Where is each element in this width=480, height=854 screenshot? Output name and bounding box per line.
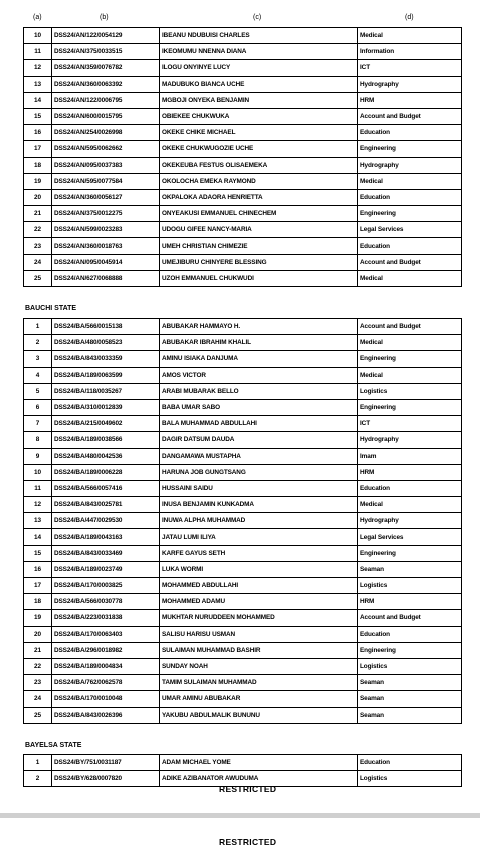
service-number-cell: DSS24/BA/189/0038566 — [52, 432, 160, 448]
department-cell: Engineering — [358, 351, 462, 367]
table-row — [24, 28, 462, 44]
state-heading-bauchi: BAUCHI STATE — [25, 305, 77, 312]
service-number-cell: DSS24/AN/095/0037383 — [52, 157, 160, 173]
service-number-cell: DSS24/AN/122/0054129 — [52, 28, 160, 44]
service-number-cell: DSS24/BA/843/0033359 — [52, 351, 160, 367]
full-name-cell: ADAM MICHAEL YOME — [160, 755, 358, 771]
department-cell: Legal Services — [358, 222, 462, 238]
full-name-cell: DAGIR DATSUM DAUDA — [160, 432, 358, 448]
full-name-cell: ONYEAKUSI EMMANUEL CHINECHEM — [160, 206, 358, 222]
page-divider — [0, 813, 480, 818]
service-number-cell: DSS24/BA/480/0058523 — [52, 335, 160, 351]
serial-number-cell: 9 — [24, 448, 52, 464]
service-number-cell: DSS24/AN/254/0026998 — [52, 125, 160, 141]
department-cell: Imam — [358, 448, 462, 464]
department-cell: Education — [358, 480, 462, 496]
service-number-cell: DSS24/BA/189/0023749 — [52, 561, 160, 577]
service-number-cell: DSS24/AN/600/0015795 — [52, 108, 160, 124]
full-name-cell: UMAR AMINU ABUBAKAR — [160, 691, 358, 707]
department-cell: Hydrography — [358, 432, 462, 448]
department-cell: Account and Budget — [358, 610, 462, 626]
table-row — [24, 319, 462, 335]
table-row — [24, 432, 462, 448]
service-number-cell: DSS24/BA/170/0063403 — [52, 626, 160, 642]
service-number-cell: DSS24/BA/170/0010048 — [52, 691, 160, 707]
full-name-cell: DANGAMAWA MUSTAPHA — [160, 448, 358, 464]
table-row — [24, 464, 462, 480]
full-name-cell: SUNDAY NOAH — [160, 658, 358, 674]
department-cell: Medical — [358, 28, 462, 44]
department-cell: HRM — [358, 464, 462, 480]
department-cell: Medical — [358, 335, 462, 351]
state-heading-bayelsa: BAYELSA STATE — [25, 742, 82, 749]
department-cell: Account and Budget — [358, 254, 462, 270]
full-name-cell: MGBOJI ONYEKA BENJAMIN — [160, 92, 358, 108]
department-cell: Legal Services — [358, 529, 462, 545]
service-number-cell: DSS24/BA/843/0025781 — [52, 497, 160, 513]
department-cell: Logistics — [358, 771, 462, 787]
full-name-cell: ABUBAKAR HAMMAYO H. — [160, 319, 358, 335]
department-cell: Hydrography — [358, 157, 462, 173]
full-name-cell: MOHAMMED ABDULLAHI — [160, 578, 358, 594]
table-row — [24, 335, 462, 351]
full-name-cell: KARFE GAYUS SETH — [160, 545, 358, 561]
full-name-cell: LUKA WORMI — [160, 561, 358, 577]
serial-number-cell: 4 — [24, 367, 52, 383]
serial-number-cell: 7 — [24, 416, 52, 432]
column-headers — [0, 14, 480, 26]
department-cell: ICT — [358, 416, 462, 432]
service-number-cell: DSS24/BA/189/0006228 — [52, 464, 160, 480]
serial-number-cell: 16 — [24, 561, 52, 577]
service-number-cell: DSS24/AN/599/0023283 — [52, 222, 160, 238]
serial-number-cell: 15 — [24, 545, 52, 561]
full-name-cell: OKPALOKA ADAORA HENRIETTA — [160, 189, 358, 205]
serial-number-cell: 1 — [24, 755, 52, 771]
service-number-cell: DSS24/BA/480/0042536 — [52, 448, 160, 464]
serial-number-cell: 22 — [24, 222, 52, 238]
service-number-cell: DSS24/AN/627/0068888 — [52, 270, 160, 286]
department-cell: Account and Budget — [358, 108, 462, 124]
service-number-cell: DSS24/AN/122/0006795 — [52, 92, 160, 108]
service-number-cell: DSS24/BA/843/0033469 — [52, 545, 160, 561]
full-name-cell: UMEH CHRISTIAN CHIMEZIE — [160, 238, 358, 254]
service-number-cell: DSS24/BA/310/0012839 — [52, 399, 160, 415]
table-row — [24, 60, 462, 76]
full-name-cell: IBEANU NDUBUISI CHARLES — [160, 28, 358, 44]
department-cell: Logistics — [358, 578, 462, 594]
full-name-cell: OKEKE CHUKWUGOZIE UCHE — [160, 141, 358, 157]
full-name-cell: HARUNA JOB GUNGTSANG — [160, 464, 358, 480]
full-name-cell: MADUBUKO BIANCA UCHE — [160, 76, 358, 92]
serial-number-cell: 25 — [24, 270, 52, 286]
full-name-cell: INUSA BENJAMIN KUNKADMA — [160, 497, 358, 513]
full-name-cell: OBIEKEE CHUKWUKA — [160, 108, 358, 124]
service-number-cell: DSS24/AN/095/0045914 — [52, 254, 160, 270]
serial-number-cell: 17 — [24, 578, 52, 594]
service-number-cell: DSS24/BA/118/0035267 — [52, 383, 160, 399]
full-name-cell: HUSSAINI SAIDU — [160, 480, 358, 496]
column-header-b: (b) — [100, 14, 109, 21]
table-row — [24, 141, 462, 157]
serial-number-cell: 21 — [24, 642, 52, 658]
table-row — [24, 189, 462, 205]
full-name-cell: MOHAMMED ADAMU — [160, 594, 358, 610]
department-cell: Information — [358, 44, 462, 60]
table-row — [24, 44, 462, 60]
full-name-cell: ARABI MUBARAK BELLO — [160, 383, 358, 399]
service-number-cell: DSS24/BA/566/0030778 — [52, 594, 160, 610]
table-row — [24, 254, 462, 270]
full-name-cell: MUKHTAR NURUDDEEN MOHAMMED — [160, 610, 358, 626]
service-number-cell: DSS24/AN/595/0062662 — [52, 141, 160, 157]
full-name-cell: YAKUBU ABDULMALIK BUNUNU — [160, 707, 358, 723]
department-cell: Education — [358, 626, 462, 642]
service-number-cell: DSS24/BA/843/0026396 — [52, 707, 160, 723]
department-cell: Engineering — [358, 206, 462, 222]
full-name-cell: SULAIMAN MUHAMMAD BASHIR — [160, 642, 358, 658]
table-row — [24, 92, 462, 108]
department-cell: Logistics — [358, 383, 462, 399]
department-cell: Seaman — [358, 707, 462, 723]
serial-number-cell: 23 — [24, 675, 52, 691]
department-cell: Engineering — [358, 642, 462, 658]
department-cell: Education — [358, 189, 462, 205]
service-number-cell: DSS24/AN/359/0076782 — [52, 60, 160, 76]
full-name-cell: UMEJIBURU CHINYERE BLESSING — [160, 254, 358, 270]
full-name-cell: UDOGU GIFEE NANCY-MARIA — [160, 222, 358, 238]
serial-number-cell: 13 — [24, 76, 52, 92]
table-row — [24, 755, 462, 771]
table-row — [24, 513, 462, 529]
table-row — [24, 238, 462, 254]
serial-number-cell: 21 — [24, 206, 52, 222]
serial-number-cell: 6 — [24, 399, 52, 415]
department-cell: Education — [358, 238, 462, 254]
serial-number-cell: 15 — [24, 108, 52, 124]
full-name-cell: AMINU ISIAKA DANJUMA — [160, 351, 358, 367]
table-row — [24, 351, 462, 367]
department-cell: Education — [358, 755, 462, 771]
service-number-cell: DSS24/AN/375/0012275 — [52, 206, 160, 222]
full-name-cell: AMOS VICTOR — [160, 367, 358, 383]
service-number-cell: DSS24/BA/223/0031838 — [52, 610, 160, 626]
table-row — [24, 222, 462, 238]
bayelsa-table — [23, 754, 462, 787]
serial-number-cell: 22 — [24, 658, 52, 674]
department-cell: HRM — [358, 594, 462, 610]
service-number-cell: DSS24/BA/189/0004834 — [52, 658, 160, 674]
table-row — [24, 691, 462, 707]
department-cell: HRM — [358, 92, 462, 108]
service-number-cell: DSS24/BA/189/0043163 — [52, 529, 160, 545]
serial-number-cell: 14 — [24, 529, 52, 545]
department-cell: Medical — [358, 270, 462, 286]
footer-restricted-marking: RESTRICTED — [219, 784, 277, 794]
service-number-cell: DSS24/BA/566/0057416 — [52, 480, 160, 496]
serial-number-cell: 1 — [24, 319, 52, 335]
serial-number-cell: 17 — [24, 141, 52, 157]
serial-number-cell: 10 — [24, 28, 52, 44]
table-row — [24, 561, 462, 577]
service-number-cell: DSS24/AN/375/0033515 — [52, 44, 160, 60]
service-number-cell: DSS24/AN/360/0056127 — [52, 189, 160, 205]
serial-number-cell: 25 — [24, 707, 52, 723]
table-row — [24, 108, 462, 124]
department-cell: ICT — [358, 60, 462, 76]
full-name-cell: ADIKE AZIBANATOR AWUDUMA — [160, 771, 358, 787]
serial-number-cell: 2 — [24, 771, 52, 787]
table-row — [24, 448, 462, 464]
department-cell: Seaman — [358, 691, 462, 707]
serial-number-cell: 16 — [24, 125, 52, 141]
table-row — [24, 658, 462, 674]
full-name-cell: JATAU LUMI ILIYA — [160, 529, 358, 545]
table-row — [24, 125, 462, 141]
serial-number-cell: 10 — [24, 464, 52, 480]
department-cell: Engineering — [358, 545, 462, 561]
serial-number-cell: 12 — [24, 60, 52, 76]
full-name-cell: INUWA ALPHA MUHAMMAD — [160, 513, 358, 529]
department-cell: Seaman — [358, 675, 462, 691]
table-row — [24, 416, 462, 432]
anambra-table — [23, 27, 462, 287]
department-cell: Account and Budget — [358, 319, 462, 335]
department-cell: Engineering — [358, 141, 462, 157]
service-number-cell: DSS24/BA/447/0029530 — [52, 513, 160, 529]
service-number-cell: DSS24/AN/360/0063392 — [52, 76, 160, 92]
serial-number-cell: 11 — [24, 44, 52, 60]
serial-number-cell: 19 — [24, 173, 52, 189]
full-name-cell: SALISU HARISU USMAN — [160, 626, 358, 642]
service-number-cell: DSS24/BY/751/0031187 — [52, 755, 160, 771]
serial-number-cell: 5 — [24, 383, 52, 399]
column-header-a: (a) — [33, 14, 42, 21]
table-row — [24, 76, 462, 92]
service-number-cell: DSS24/BA/170/0003825 — [52, 578, 160, 594]
serial-number-cell: 14 — [24, 92, 52, 108]
serial-number-cell: 3 — [24, 351, 52, 367]
table-row — [24, 367, 462, 383]
department-cell: Engineering — [358, 399, 462, 415]
serial-number-cell: 19 — [24, 610, 52, 626]
full-name-cell: BABA UMAR SABO — [160, 399, 358, 415]
table-row — [24, 594, 462, 610]
department-cell: Medical — [358, 367, 462, 383]
bauchi-table — [23, 318, 462, 724]
table-row — [24, 626, 462, 642]
serial-number-cell: 11 — [24, 480, 52, 496]
table-row — [24, 610, 462, 626]
full-name-cell: OKOLOCHA EMEKA RAYMOND — [160, 173, 358, 189]
serial-number-cell: 8 — [24, 432, 52, 448]
serial-number-cell: 12 — [24, 497, 52, 513]
full-name-cell: TAMIM SULAIMAN MUHAMMAD — [160, 675, 358, 691]
full-name-cell: OKEKEUBA FESTUS OLISAEMEKA — [160, 157, 358, 173]
department-cell: Medical — [358, 173, 462, 189]
table-row — [24, 497, 462, 513]
serial-number-cell: 24 — [24, 254, 52, 270]
service-number-cell: DSS24/AN/595/0077584 — [52, 173, 160, 189]
serial-number-cell: 13 — [24, 513, 52, 529]
full-name-cell: BALA MUHAMMAD ABDULLAHI — [160, 416, 358, 432]
table-row — [24, 642, 462, 658]
department-cell: Seaman — [358, 561, 462, 577]
serial-number-cell: 18 — [24, 594, 52, 610]
table-row — [24, 399, 462, 415]
service-number-cell: DSS24/BY/628/0007820 — [52, 771, 160, 787]
full-name-cell: ABUBAKAR IBRAHIM KHALIL — [160, 335, 358, 351]
table-row — [24, 529, 462, 545]
table-row — [24, 707, 462, 723]
service-number-cell: DSS24/AN/360/0018763 — [52, 238, 160, 254]
department-cell: Logistics — [358, 658, 462, 674]
full-name-cell: UZOH EMMANUEL CHUKWUDI — [160, 270, 358, 286]
service-number-cell: DSS24/BA/296/0018982 — [52, 642, 160, 658]
department-cell: Medical — [358, 497, 462, 513]
department-cell: Education — [358, 125, 462, 141]
serial-number-cell: 20 — [24, 189, 52, 205]
header-restricted-marking: RESTRICTED — [219, 837, 277, 847]
table-row — [24, 480, 462, 496]
department-cell: Hydrography — [358, 513, 462, 529]
serial-number-cell: 23 — [24, 238, 52, 254]
service-number-cell: DSS24/BA/189/0063599 — [52, 367, 160, 383]
table-row — [24, 675, 462, 691]
column-header-d: (d) — [405, 14, 414, 21]
table-row — [24, 157, 462, 173]
serial-number-cell: 18 — [24, 157, 52, 173]
full-name-cell: IKEOMUMU NNENNA DIANA — [160, 44, 358, 60]
table-row — [24, 578, 462, 594]
full-name-cell: ILOGU ONYINYE LUCY — [160, 60, 358, 76]
service-number-cell: DSS24/BA/762/0062578 — [52, 675, 160, 691]
table-row — [24, 173, 462, 189]
table-row — [24, 206, 462, 222]
serial-number-cell: 2 — [24, 335, 52, 351]
service-number-cell: DSS24/BA/215/0049602 — [52, 416, 160, 432]
full-name-cell: OKEKE CHIKE MICHAEL — [160, 125, 358, 141]
service-number-cell: DSS24/BA/566/0015138 — [52, 319, 160, 335]
serial-number-cell: 20 — [24, 626, 52, 642]
table-row — [24, 270, 462, 286]
table-row — [24, 545, 462, 561]
column-header-c: (c) — [253, 14, 262, 21]
department-cell: Hydrography — [358, 76, 462, 92]
serial-number-cell: 24 — [24, 691, 52, 707]
table-row — [24, 383, 462, 399]
